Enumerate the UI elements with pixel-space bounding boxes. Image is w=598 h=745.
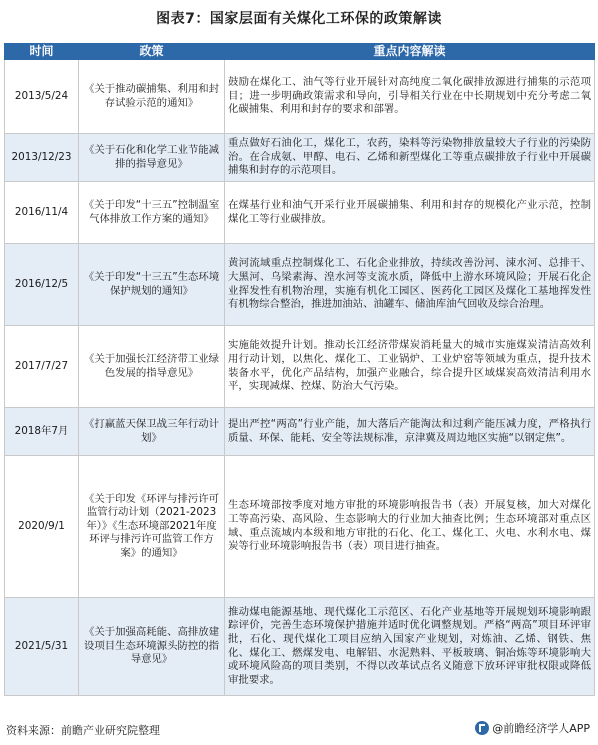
row-policy: 《关于石化和化学工业节能减排的指导意见》 xyxy=(79,134,225,182)
row-time: 2017/7/27 xyxy=(5,326,79,408)
row-time: 2016/12/5 xyxy=(5,244,79,326)
header-policy: 政策 xyxy=(79,44,225,60)
table-row xyxy=(5,60,595,134)
table-row xyxy=(5,408,595,456)
row-policy: 《关于印发“十三五”控制温室气体排放工作方案的通知》 xyxy=(79,182,225,244)
policy-table xyxy=(4,43,595,696)
table-row xyxy=(5,182,595,244)
brand-label: @前瞻经济学人APP xyxy=(492,722,590,735)
row-time: 2018年7月 xyxy=(5,408,79,456)
page-title: 图表7：国家层面有关煤化工环保的政策解读 xyxy=(156,11,442,27)
brand-attribution xyxy=(475,720,590,736)
row-time: 2020/9/1 xyxy=(5,456,79,598)
row-time: 2013/12/23 xyxy=(5,134,79,182)
row-time: 2013/5/24 xyxy=(5,60,79,134)
header-time: 时间 xyxy=(5,44,79,60)
row-policy: 《打赢蓝天保卫战三年行动计划》 xyxy=(79,408,225,456)
row-content: 推动煤电能源基地、现代煤化工示范区、石化产业基地等开展规划环境影响跟踪评价，完善生态环境保护措施并适时优化调整规划。严格“两高”项目环评审批，石化、现代煤化工项目应纳入国家产业规划，对炼油、乙烯、钢铁、焦化、煤化工、燃煤发电、电解铝、水泥熟料、平板玻璃、铜冶炼等环境影响大或环境风险高的项目类别，不得以改革试点名义随意下放环评审批权限或降低审批要求。 xyxy=(225,598,595,696)
header-content: 重点内容解读 xyxy=(225,44,595,60)
row-policy: 《关于印发《环评与排污许可监管行动计划（2021-2023年）》《生态环境部2021年度环评与排污许可监管工作方案》的通知》 xyxy=(79,456,225,598)
row-content: 鼓励在煤化工、油气等行业开展针对高纯度二氧化碳排放源进行捕集的示范项目；进一步明确政策需求和导向，引导相关行业在中长期规划中充分考虑二氧化碳捕集、利用和封存的要求和部署。 xyxy=(225,60,595,134)
table-row xyxy=(5,326,595,408)
row-policy: 《关于推动碳捕集、利用和封存试验示范的通知》 xyxy=(79,60,225,134)
row-content: 在煤基行业和油气开采行业开展碳捕集、利用和封存的规模化产业示范，控制煤化工等行业碳排放。 xyxy=(225,182,595,244)
table-row xyxy=(5,134,595,182)
table-row xyxy=(5,598,595,696)
source-note: 资料来源：前瞻产业研究院整理 xyxy=(6,724,160,737)
row-policy: 《关于加强高耗能、高排放建设项目生态环境源头防控的指导意见》 xyxy=(79,598,225,696)
table-row xyxy=(5,244,595,326)
table-header-row xyxy=(5,44,595,60)
row-content: 生态环境部按季度对地方审批的环境影响报告书（表）开展复核，加大对煤化工等高污染、高风险、生态影响大的行业加大抽查比例；生态环境部对重点区域、重点流域内本级和地方审批的石化、化工、煤化工、火电、水利水电、煤炭等行业环境影响报告书（表）项目进行抽查。 xyxy=(225,456,595,598)
table-row xyxy=(5,456,595,598)
row-content: 黄河流域重点控制煤化工、石化企业排放，持续改善汾河、涑水河、总排干、大黑河、乌梁素海、湟水河等支流水质，降低中上游水环境风险；开展石化企业挥发性有机物治理，实施有机化工园区、医药化工园区及煤化工基地挥发性有机物综合整治，推进加油站、油罐车、储油库油气回收及综合治理。 xyxy=(225,244,595,326)
row-time: 2021/5/31 xyxy=(5,598,79,696)
row-content: 实施能效提升计划。推动长江经济带煤炭消耗量大的城市实施煤炭清洁高效利用行动计划，以焦化、煤化工、工业锅炉、工业炉窑等领域为重点，提升技术装备水平，优化产品结构，加强产业融合，综合提升区域煤炭高效清洁利用水平，实现减煤、控煤、防治大气污染。 xyxy=(225,326,595,408)
row-content: 重点做好石油化工，煤化工，农药，染料等污染物排放量较大子行业的污染防治。在合成氨、甲醇、电石、乙烯和新型煤化工等重点碳排放子行业中开展碳捕集和封存的示范项目。 xyxy=(225,134,595,182)
row-content: 提出严控“两高”行业产能，加大落后产能淘汰和过剩产能压减力度，严格执行质量、环保、能耗、安全等法规标准，京津冀及周边地区实施“以钢定焦”。 xyxy=(225,408,595,456)
row-policy: 《关于印发“十三五”生态环境保护规划的通知》 xyxy=(79,244,225,326)
qianzhan-logo-icon xyxy=(475,721,489,735)
row-policy: 《关于加强长江经济带工业绿色发展的指导意见》 xyxy=(79,326,225,408)
row-time: 2016/11/4 xyxy=(5,182,79,244)
